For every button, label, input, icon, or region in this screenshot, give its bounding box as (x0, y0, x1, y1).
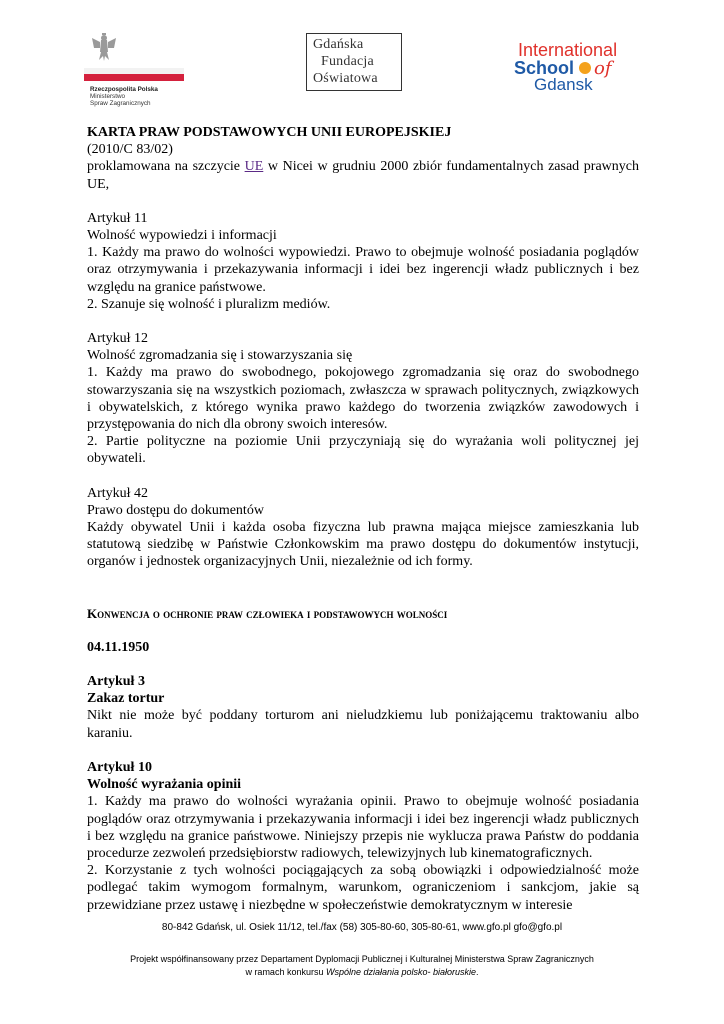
doc-intro (87, 158, 639, 192)
art12-paragraph-2: 2. Partie polityczne na poziomie Unii przyczyniają się do wyrażania woli politycznej jej obywateli. (87, 434, 639, 467)
intro-text-after: w Nicei w grudniu 2000 zbiór fundamentalnych zasad prawnych UE, (87, 159, 639, 192)
ue-link[interactable]: UE (244, 159, 264, 175)
art42-paragraph-1: Każdy obywatel Unii i każda osoba fizyczna lub prawna mająca miejsce zamieszkania lub statutową siedzibę w Państwie Członkowskim ma prawo dostępu do dokumentów instytucji, organów i jednostek organizacyjnych Unii, niezależnie od ich formy. (87, 520, 639, 570)
footer-funding-line1: Projekt współfinansowany przez Departament Dyplomacji Publicznej i Kulturalnej Ministerstwa Spraw Zagranicznych (130, 954, 594, 964)
gfo-logo-line2: Fundacja (321, 54, 374, 69)
funding-line2-before: w ramach konkursu (245, 967, 326, 977)
footer-funding-line2 (0, 966, 724, 979)
mfa-logo (84, 28, 184, 107)
isg-logo-of: of (594, 58, 612, 79)
isg-logo-line3: Gdansk (534, 75, 593, 94)
funding-line2-after: . (476, 967, 479, 977)
art10-heading: Artykuł 10 (87, 759, 152, 775)
convention-date: 04.11.1950 (87, 639, 150, 655)
doc-ref: (2010/C 83/02) (87, 142, 173, 158)
isg-logo-school: School (514, 58, 575, 78)
art3-title: Zakaz tortur (87, 691, 165, 707)
art42-title: Prawo dostępu do dokumentów (87, 502, 264, 518)
gfo-logo (306, 33, 402, 91)
mfa-logo-text (90, 86, 210, 107)
art10-paragraph-1: 1. Każdy ma prawo do wolności wyrażania opinii. Prawo to obejmuje wolność posiadania poglądów oraz otrzymywania i przekazywania informacji i idei bez ingerencji władz publicznych i bez względu na granice państwowe. Niniejszy przepis nie wyklucza prawa Państw do poddania procedurze zezwoleń przedsiębiorstw radiowych, telewizyjnych lub kinematograficznych. (87, 794, 639, 861)
footer-funding (0, 953, 724, 979)
art12-title: Wolność zgromadzania się i stowarzyszania się (87, 348, 353, 364)
art11-paragraph-1: 1. Każdy ma prawo do wolności wypowiedzi. Prawo to obejmuje wolność posiadania poglądów oraz otrzymywania i przekazywania informacji i idei bez ingerencji władz publicznych i bez względu na granice państwowe. (87, 245, 639, 295)
art10-title: Wolność wyrażania opinii (87, 777, 242, 793)
isg-sun-icon (579, 62, 591, 74)
convention-title: Konwencja o ochronie praw człowieka i podstawowych wolności (87, 605, 448, 621)
art11-title: Wolność wypowiedzi i informacji (87, 228, 277, 244)
doc-title: KARTA PRAW PODSTAWOWYCH UNII EUROPEJSKIEJ (87, 125, 452, 140)
intro-text-before: proklamowana na szczycie (87, 159, 245, 175)
isg-logo-line1: International (518, 40, 618, 60)
art12-heading: Artykuł 12 (87, 331, 149, 347)
art42-heading: Artykuł 42 (87, 485, 149, 501)
art3-heading: Artykuł 3 (87, 674, 145, 690)
flag-red-stripe (84, 74, 184, 81)
art10-paragraph-2: 2. Korzystanie z tych wolności pociągających za sobą obowiązki i odpowiedzialność może podlegać takim wymogom formalnym, warunkom, ograniczeniom i sankcjom, jakie są przewidziane przez ustawę i niezbędne w społeczeństwie demokratycznym w interesie (87, 863, 639, 913)
isg-logo (506, 40, 646, 94)
art3-paragraph-1: Nikt nie może być poddany torturom ani nieludzkiemu lub poniżającemu traktowaniu albo karaniu. (87, 708, 639, 741)
mfa-logo-line2: Ministerstwo (90, 93, 125, 100)
mfa-logo-line3: Spraw Zagranicznych (90, 100, 151, 107)
art11-paragraph-2: 2. Szanuje się wolność i pluralizm mediów. (87, 296, 331, 312)
art11-heading: Artykuł 11 (87, 210, 148, 226)
art12-paragraph-1: 1. Każdy ma prawo do swobodnego, pokojowego zgromadzania się oraz do swobodnego stowarzyszania się na wszystkich poziomach, zwłaszcza w sprawach politycznych, związkowych i obywatelskich, z którego wynika prawo każdego do tworzenia związków zawodowych i przystępowania do nich dla obrony swoich interesów. (87, 365, 639, 433)
gfo-logo-line3: Oświatowa (313, 71, 378, 86)
funding-line2-italic: Wspólne działania polsko- białoruskie (325, 967, 477, 977)
mfa-logo-line1: Rzeczpospolita Polska (90, 86, 158, 93)
document-body (87, 124, 639, 914)
eagle-emblem-icon (84, 28, 184, 68)
gfo-logo-line1: Gdańska (313, 37, 364, 52)
footer-address: 80-842 Gdańsk, ul. Osiek 11/12, tel./fax (58) 305-80-60, 305-80-61, www.gfo.pl gfo@gfo.pl (161, 922, 563, 933)
